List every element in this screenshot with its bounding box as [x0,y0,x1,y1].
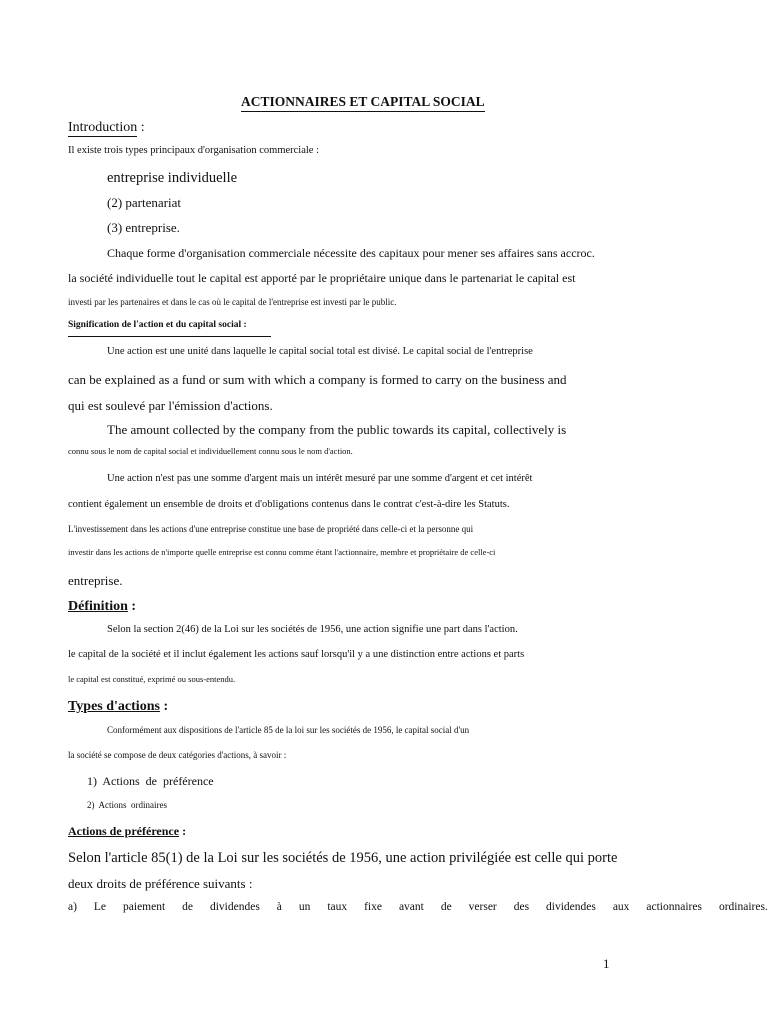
preference-item-a [68,902,768,914]
preference-heading-colon: : [179,824,187,838]
para1-line2: la société individuelle tout le capital est apporté par le propriétaire unique dans le partenariat le capital est [68,271,576,285]
pref-word: de [182,901,193,913]
types-heading-colon: : [159,699,169,714]
para4-line2: contient également un ensemble de droits et d'obligations contenus dans le contrat c'est-à-dire les Statuts. [68,499,510,510]
pref-word: dividendes [546,901,596,913]
definition-line1: Selon la section 2(46) de la Loi sur les sociétés de 1956, une action signifie une part dans l'action. [107,624,518,635]
types-line2: la société se compose de deux catégories d'actions, à savoir : [68,750,287,760]
para4-line5: entreprise. [68,573,123,588]
types-line1: Conformément aux dispositions de l'article 85 de la loi sur les sociétés de 1956, le capital social d'un [107,725,470,735]
types-list-item-1: 1) Actions de préférence [87,774,214,788]
preference-line2: deux droits de préférence suivants : [68,876,253,891]
preference-heading [68,825,186,837]
pref-word: des [513,901,530,913]
preference-heading-label: Actions de préférence [68,824,180,838]
definition-heading-label: Définition [68,599,128,614]
para4-line4: investir dans les actions de n'importe quelle entreprise est connu comme étant l'actionnaire, membre et propriétaire de celle-ci [68,547,496,557]
para1-line3: investi par les partenaires et dans le cas où le capital de l'entreprise est investi par le public. [68,297,397,307]
pref-word: verser [468,901,497,913]
pref-word: Le [93,901,107,913]
org-type-3: (3) entreprise. [107,220,180,235]
definition-line2: le capital de la société et il inclut également les actions sauf lorsqu'il y a une distinction entre actions et parts [68,649,525,660]
pref-word: actionnaires [646,901,702,913]
pref-word: paiement [123,901,166,913]
pref-word: a) [68,901,77,913]
pref-word: à [276,901,282,913]
document-title: ACTIONNAIRES ET CAPITAL SOCIAL [241,95,485,112]
pref-word: taux [327,901,348,913]
para4-line3: L'investissement dans les actions d'une entreprise constitue une base de propriété dans celle-ci et la personne qui [68,524,474,534]
intro-heading-colon: : [137,120,145,135]
definition-heading [68,600,136,614]
para3-line1: The amount collected by the company from the public towards its capital, collectively is [107,422,567,437]
types-list-item-2: 2) Actions ordinaires [87,800,167,810]
para2-line3: qui est soulevé par l'émission d'actions. [68,398,273,413]
org-type-2: (2) partenariat [107,195,181,210]
intro-heading [68,121,145,135]
signification-heading: Signification de l'action et du capital social : [68,320,247,330]
para4-line1: Une action n'est pas une somme d'argent mais un intérêt mesuré par une somme d'argent et cet intérêt [107,473,533,484]
definition-heading-colon: : [127,599,137,614]
pref-word: de [440,901,452,913]
page-number: 1 [603,956,610,971]
para2-line2: can be explained as a fund or sum with which a company is formed to carry on the business and [68,372,567,387]
types-heading [68,700,168,714]
signification-underline [68,336,271,337]
types-heading-label: Types d'actions [68,699,160,714]
pref-word: dividendes [209,901,260,913]
intro-heading-label: Introduction [68,120,138,135]
para1-line1: Chaque forme d'organisation commerciale nécessite des capitaux pour mener ses affaires sans accroc. [107,246,595,260]
intro-text: Il existe trois types principaux d'organisation commerciale : [68,145,320,156]
para3-line2: connu sous le nom de capital social et individuellement connu sous le nom d'action. [68,446,353,456]
org-type-1: entreprise individuelle [107,170,238,186]
pref-word: un [298,901,311,913]
pref-word: ordinaires. [718,901,768,913]
para2-line1: Une action est une unité dans laquelle le capital social total est divisé. Le capital social de l'entreprise [107,346,533,357]
definition-line3: le capital est constitué, exprimé ou sous-entendu. [68,674,236,684]
pref-word: aux [612,901,630,913]
pref-word: avant [398,901,424,913]
preference-line1: Selon l'article 85(1) de la Loi sur les sociétés de 1956, une action privilégiée est celle qui porte [68,850,618,866]
pref-word: fixe [364,901,382,913]
